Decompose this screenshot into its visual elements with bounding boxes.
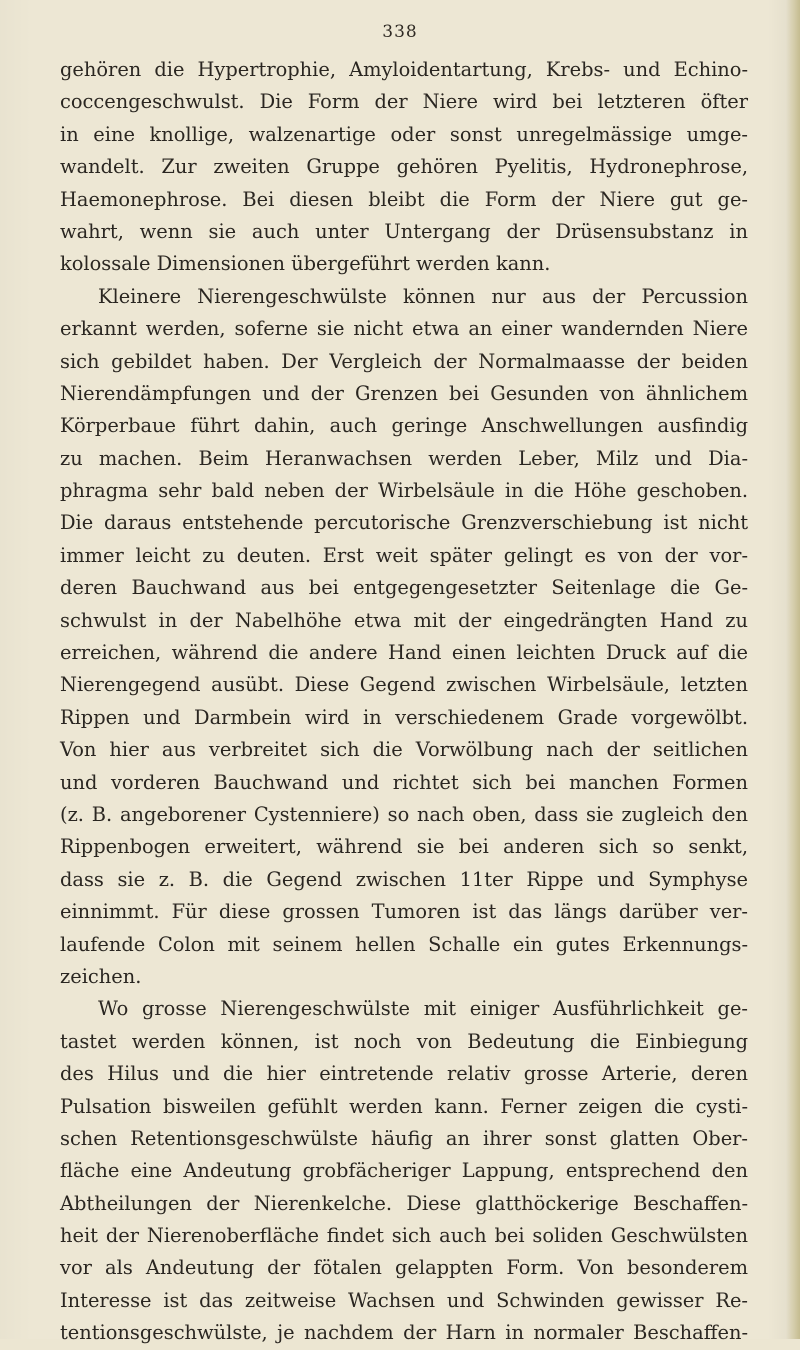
text-line: des Hilus und die hier eintretende relativ grosse Arterie, deren xyxy=(60,1062,748,1086)
text-line: Haemonephrose. Bei diesen bleibt die Form der Niere gut ge- xyxy=(60,187,748,211)
text-line: laufende Colon mit seinem hellen Schalle ein gutes Erkennungs- xyxy=(60,932,748,956)
text-line: Kleinere Nierengeschwülste können nur aus der Percussion xyxy=(98,284,748,308)
text-line: coccengeschwulst. Die Form der Niere wird bei letzteren öfter xyxy=(60,90,748,114)
text-line: Rippenbogen erweitert, während sie bei anderen sich so senkt, xyxy=(60,835,748,859)
text-line: phragma sehr bald neben der Wirbelsäule in die Höhe geschoben. xyxy=(60,479,748,503)
text-line: zu machen. Beim Heranwachsen werden Leber, Milz und Dia- xyxy=(60,446,748,470)
text-line: heit der Nierenoberfläche findet sich auch bei soliden Geschwülsten xyxy=(60,1224,748,1248)
text-line: Wo grosse Nierengeschwülste mit einiger Ausführlichkeit ge- xyxy=(98,997,748,1021)
paragraph xyxy=(60,54,748,281)
text-line: vor als Andeutung der fötalen gelappten Form. Von besonderem xyxy=(60,1256,748,1280)
text-line: gehören die Hypertrophie, Amyloidentartung, Krebs- und Echino- xyxy=(60,58,748,81)
text-line: wahrt, wenn sie auch unter Untergang der Drüsensubstanz in xyxy=(60,219,748,243)
text-line: kolossale Dimensionen übergeführt werden kann. xyxy=(60,252,551,276)
text-line: deren Bauchwand aus bei entgegengesetzter Seitenlage die Ge- xyxy=(60,576,748,600)
text-line: schwulst in der Nabelhöhe etwa mit der eingedrängten Hand zu xyxy=(60,608,748,632)
text-line: schen Retentionsgeschwülste häufig an ihrer sonst glatten Ober- xyxy=(60,1126,748,1150)
text-line: dass sie z. B. die Gegend zwischen 11ter Rippe und Symphyse xyxy=(60,867,748,891)
text-line: Abtheilungen der Nierenkelche. Diese glatthöckerige Beschaffen- xyxy=(60,1191,748,1215)
paragraph xyxy=(60,993,748,1349)
text-line: wandelt. Zur zweiten Gruppe gehören Pyelitis, Hydronephrose, xyxy=(60,155,748,179)
paragraph xyxy=(60,281,748,994)
text-line: Körperbaue führt dahin, auch geringe Anschwellungen ausfindig xyxy=(60,414,748,438)
text-line: einnimmt. Für diese grossen Tumoren ist das längs darüber ver- xyxy=(60,900,748,924)
text-line: Interesse ist das zeitweise Wachsen und Schwinden gewisser Re- xyxy=(60,1288,748,1312)
text-line: Pulsation bisweilen gefühlt werden kann. Ferner zeigen die cysti- xyxy=(60,1094,748,1118)
text-line: Nierengegend ausübt. Diese Gegend zwischen Wirbelsäule, letzten xyxy=(60,673,748,697)
text-line: erreichen, während die andere Hand einen leichten Druck auf die xyxy=(60,641,748,665)
text-line: tentionsgeschwülste, je nachdem der Harn in normaler Beschaffen- xyxy=(60,1321,748,1345)
text-line: tastet werden können, ist noch von Bedeutung die Einbiegung xyxy=(60,1029,748,1053)
page-number: 338 xyxy=(382,22,418,42)
body-text xyxy=(60,54,748,1350)
text-line: Rippen und Darmbein wird in verschiedenem Grade vorgewölbt. xyxy=(60,705,748,729)
page-edge-shadow xyxy=(786,0,800,1339)
text-line: fläche eine Andeutung grobfächeriger Lappung, entsprechend den xyxy=(60,1159,748,1183)
text-line: Von hier aus verbreitet sich die Vorwölbung nach der seitlichen xyxy=(60,738,748,762)
text-line: (z. B. angeborener Cystenniere) so nach oben, dass sie zugleich den xyxy=(60,802,748,826)
text-line: in eine knollige, walzenartige oder sonst unregelmässige umge- xyxy=(60,122,748,146)
text-line: immer leicht zu deuten. Erst weit später gelingt es von der vor- xyxy=(60,543,748,567)
text-line: erkannt werden, soferne sie nicht etwa an einer wandernden Niere xyxy=(60,317,748,341)
text-line: sich gebildet haben. Der Vergleich der Normalmaasse der beiden xyxy=(60,349,748,373)
text-line: Nierendämpfungen und der Grenzen bei Gesunden von ähnlichem xyxy=(60,381,748,405)
text-line: zeichen. xyxy=(60,964,142,988)
text-line: Die daraus entstehende percutorische Grenzverschiebung ist nicht xyxy=(60,511,748,535)
text-line: und vorderen Bauchwand und richtet sich bei manchen Formen xyxy=(60,770,748,794)
